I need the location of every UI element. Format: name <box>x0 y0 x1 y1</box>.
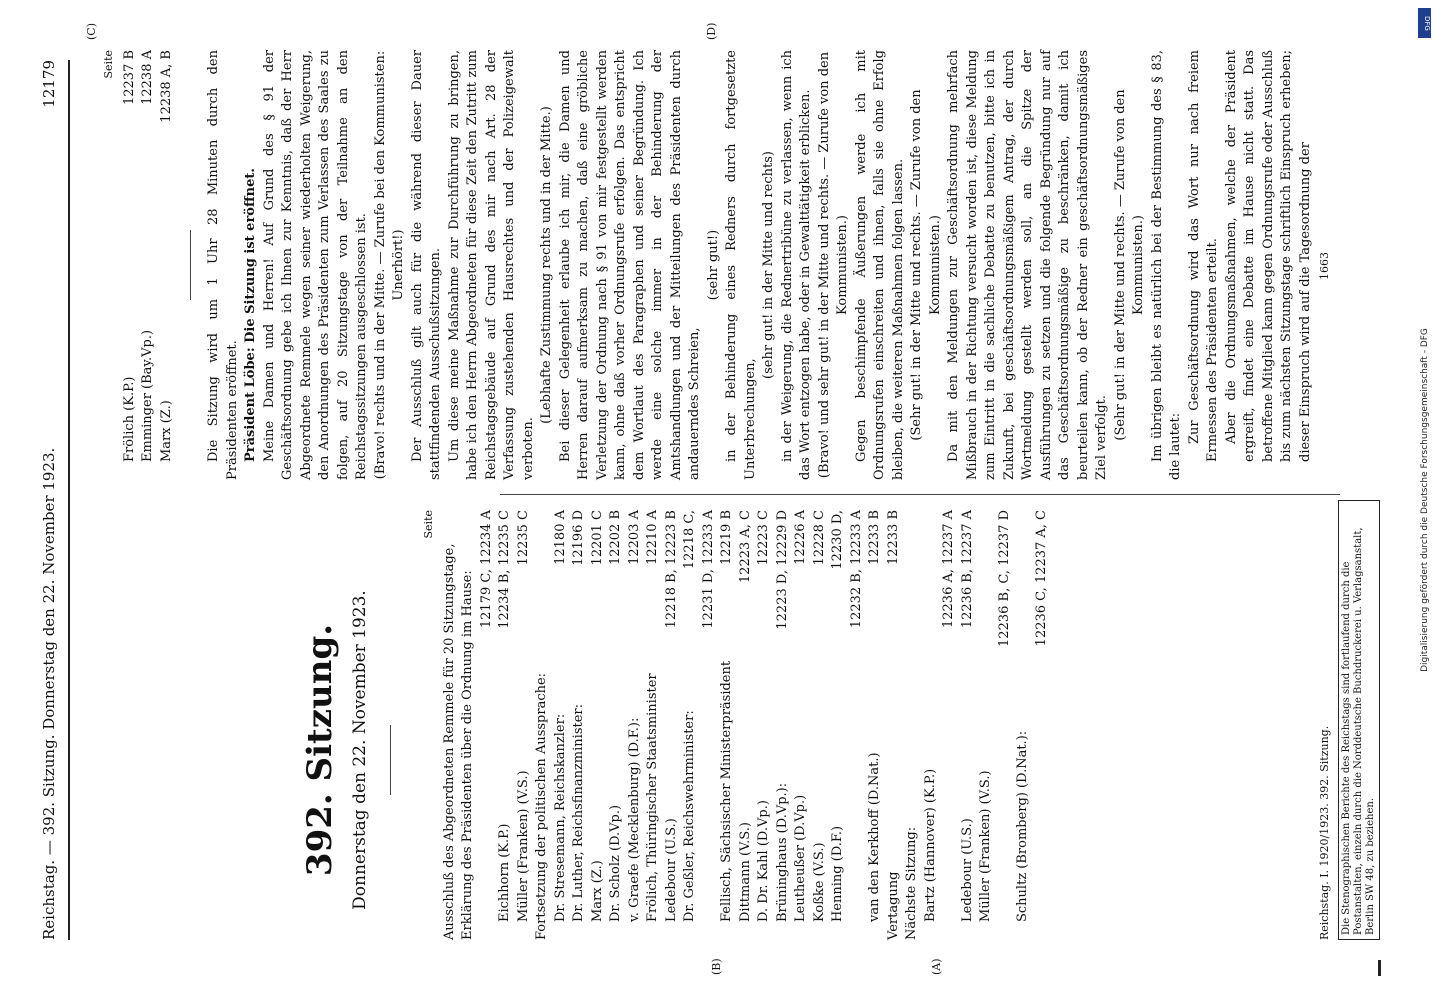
toc-row: Dr. Scholz (D.Vp.) 12202 B <box>608 510 623 922</box>
toc-row: v. Graefe (Mecklenburg) (D.F.): 12203 A <box>626 510 642 922</box>
margin-mark-d: (D) <box>705 22 718 40</box>
title-rule <box>390 725 391 795</box>
session-title: 392. Sitzung. <box>300 623 340 877</box>
page-header <box>40 60 62 940</box>
toc-row: Dr. Luther, Reichsfinanzminister: 12196 D <box>571 510 586 922</box>
interjection: (Sehr gut! in der Mitte und rechts. — Zurufe von den Kommunisten.) <box>1112 89 1146 441</box>
margin-mark-c: (C) <box>85 23 98 40</box>
footer-left: Reichstag. I. 1920/1923. 392. Sitzung. <box>1318 725 1331 940</box>
interjection: (Sehr gut! in der Mitte und rechts. — Zurufe von den Kommunisten.) <box>909 89 943 441</box>
header-title: Reichstag. — 392. Sitzung. Donnerstag den 22. November 1923. <box>40 447 58 940</box>
body-paragraph: Um diese meine Maßnahme zur Durchführung zu bringen, habe ich den Herrn Abgeordneten für diese Zeit den Zutritt zum Reichstagsgebäude auf Grund des mir nach Art. 28 der Verfassung zustehenden Hausrechtes und der Polizeigewalt verboten. <box>446 50 536 480</box>
toc-row: Dittmann (V.S.) 12223 A, C <box>737 510 753 922</box>
edge-mark <box>1378 960 1381 976</box>
column-divider <box>500 494 1340 495</box>
toc-ausschluss: Ausschluß des Abgeordneten Remmele für 20 Sitzungstage, Erklärung des Präsidenten über die Ordnung im Hause: <box>441 543 475 940</box>
toc-row: Ledebour (U.S.) 12218 B, 12223 B <box>663 510 679 922</box>
footer-note: Die Stenographischen Berichte des Reichstags sind fortlaufend durch die Postanstalten, einzeln durch die Norddeutsche Buchdruckerei u. Verlagsanstalt, Berlin SW 48, zu beziehen. <box>1338 500 1380 940</box>
header-page-number: 12179 <box>40 60 58 108</box>
toc-row: Brüninghaus (D.Vp.): 12223 D, 12229 D <box>774 510 790 922</box>
session-date: Donnerstag den 22. November 1923. <box>350 590 370 910</box>
toc-row: 12232 B, 12233 A <box>848 510 864 629</box>
toc-row: Müller (Franken) (V.S.) <box>978 770 993 922</box>
toc-row: Ledebour (U.S.) 12236 B, 12237 A <box>959 510 975 922</box>
toc-row: Henning (D.F.) 12230 D, <box>830 510 845 922</box>
toc-row: Schultz (Bromberg) (D.Nat.): <box>1015 730 1030 922</box>
body-paragraph: Präsident Löbe: Die Sitzung ist eröffnet. <box>243 168 258 462</box>
margin-mark-b: (B) <box>710 958 723 975</box>
seite-label: Seite <box>102 50 115 79</box>
body-paragraph: Gegen beschimpfende Äußerungen werde ich mit Ordnungsrufen einschreiten und ihnen, falls sie ohne Erfolg bleiben, die weiteren Maßnahmen folgen lassen. <box>853 50 906 480</box>
toc-row: Müller (Franken) (V.S.) 12235 C <box>515 510 531 922</box>
toc-row: D. Dr. Kahl (D.Vp.) 12223 C <box>756 510 771 922</box>
toc-row: Leutheußer (D.Vp.) 12226 A <box>793 510 808 922</box>
toc-row: Dr. Stresemann, Reichskanzler: 12180 A <box>552 510 568 922</box>
toc-row: van den Kerkhoff (D.Nat.) 12233 B <box>867 510 882 922</box>
toc-row: Fellisch, Sächsischer Ministerpräsident 12219 B <box>719 510 734 922</box>
toc-row: 12236 A, 12237 A <box>941 510 956 629</box>
body-paragraph: in der Weigerung, die Rednertribüne zu verlassen, wenn ich das Wort entzogen habe, oder in Gewalttätigkeit erblicken. <box>779 50 813 480</box>
body-column <box>100 50 1315 480</box>
body-paragraph: Meine Damen und Herren! Auf Grund des § 91 der Geschäftsordnung gebe ich Ihnen zur Kenntnis, daß der Herr Abgeordnete Remmele wegen seiner wiederholten Weigerung, den Anordnungen des Präsidenten zum Verlassen des Saales zu folgen, auf 20 Sitzungstage von der Teilnahme an den Reichstagssitzungen ausgeschlossen ist. <box>261 50 369 480</box>
interjection: (Bravo! rechts und in der Mitte. — Zurufe bei den Kommunisten: Unerhört!) <box>372 50 406 480</box>
interjection: (sehr gut! in der Mitte und rechts) <box>761 151 776 379</box>
quoted-rule: Zur Geschäftsordnung wird das Wort nur nach freiem Ermessen des Präsidenten erteilt. <box>1186 50 1220 462</box>
interjection: (Bravo! und sehr gut! in der Mitte und rechts. — Zurufe von den Kommunisten.) <box>816 51 850 479</box>
toc-row: Bartz (Hannover) (K.P.) <box>922 768 938 922</box>
toc-row: Emminger (Bay.Vp.) 12238 A <box>140 50 155 462</box>
body-paragraph: Da mit den Meldungen zur Geschäftsordnung mehrfach Mißbrauch in der Richtung versucht worden ist, diese Meldung zum Eintritt in die sachliche Debatte zu benutzen, bitte ich in Zukunft, bei geschäftsordnungsmäßigem Antrag, der durch Wortmeldung gestellt werden soll, an die Spitze der Ausführungen zu setzen und die folgende Begründung nur auf das Geschäftsordnungsmäßige zu beschränken, damit ich beurteilen kann, ob der Redner ein geschäftsordnungsmäßiges Ziel verfolgt. <box>946 50 1109 480</box>
toc-row: Frölich, Thüringischer Staatsminister 12210 A <box>645 510 660 922</box>
body-paragraph: Die Sitzung wird um 1 Uhr 28 Minuten durch den Präsidenten eröffnet. <box>206 50 240 480</box>
body-paragraph: Der Ausschluß gilt auch für die während dieser Dauer stattfindenden Ausschußsitzungen. <box>409 50 443 480</box>
seite-label: Seite <box>422 510 435 539</box>
interjection: (Lebhafte Zustimmung rechts und in der Mitte.) <box>539 106 554 424</box>
interjection: (sehr gut!) <box>705 229 721 301</box>
body-paragraph: in der Behinderung eines Redners durch fortgesetzte Unterbrechungen, <box>724 50 758 480</box>
section-rule <box>190 230 191 300</box>
margin-mark-a: (A) <box>930 958 943 975</box>
toc-pages: 12231 D, 12233 A <box>700 510 716 629</box>
header-rule <box>68 60 70 940</box>
toc-row: 12236 C, 12237 A, C <box>1033 510 1049 647</box>
toc-row: 12236 B, C, 12237 D <box>996 510 1012 647</box>
sidebar-credit: Digitalisierung gefördert durch die Deutsche Forschungsgemeinschaft - DFG <box>1420 328 1430 672</box>
toc-row: Marx (Z.) 12238 A, B <box>158 50 174 462</box>
toc-row: Eichhorn (K.P.) 12234 B, 12235 C <box>497 510 512 922</box>
toc-row: Koßke (V.S.) 12228 C <box>811 510 827 922</box>
dfg-badge: DFG <box>1418 8 1431 38</box>
toc-ausschluss-pages: 12179 C, 12234 A <box>478 510 494 629</box>
toc-naechste: Nächste Sitzung: <box>904 826 919 940</box>
toc-row: Frölich (K.P.) 12237 B <box>121 50 137 462</box>
toc-row: Vertagung 12233 B <box>885 510 901 940</box>
footer-page-number: 1663 <box>1318 252 1331 280</box>
toc-column <box>420 510 1051 940</box>
body-paragraph: Im übrigen bleibt es natürlich bei der Bestimmung des § 83, die lautet: <box>1149 50 1183 480</box>
quoted-rule: Aber die Ordnungsmaßnahmen, welche der Präsident ergreift, findet eine Debatte im Hause nicht statt. Das betroffene Mitglied kann gegen Ordnungsrufe oder Ausschluß bis zum nächsten Sitzungstage schriftlich Einspruch erheben; dieser Einspruch wird auf die Tagesordnung der <box>1223 50 1313 462</box>
toc-fortsetzung: Fortsetzung der politischen Aussprache: <box>534 672 549 940</box>
body-paragraph: Bei dieser Gelegenheit erlaube ich mir, die Damen und Herren darauf aufmerksam zu machen, daß eine gröbliche Verletzung der Ordnung nach § 91 von mir festgestellt werden kann, ohne daß vorher Ordnungsrufe erfolgen. Das entspricht dem Wortlaut des Paragraphen und seiner Begründung. Ich werde eine solche immer in der Behinderung der Amtshandlungen und der Mitteilungen des Präsidenten durch andauerndes Schreien, <box>557 50 702 480</box>
toc-row: Dr. Geßler, Reichswehrminister: 12218 C, <box>682 510 697 922</box>
toc-row: Marx (Z.) 12201 C <box>589 510 605 922</box>
